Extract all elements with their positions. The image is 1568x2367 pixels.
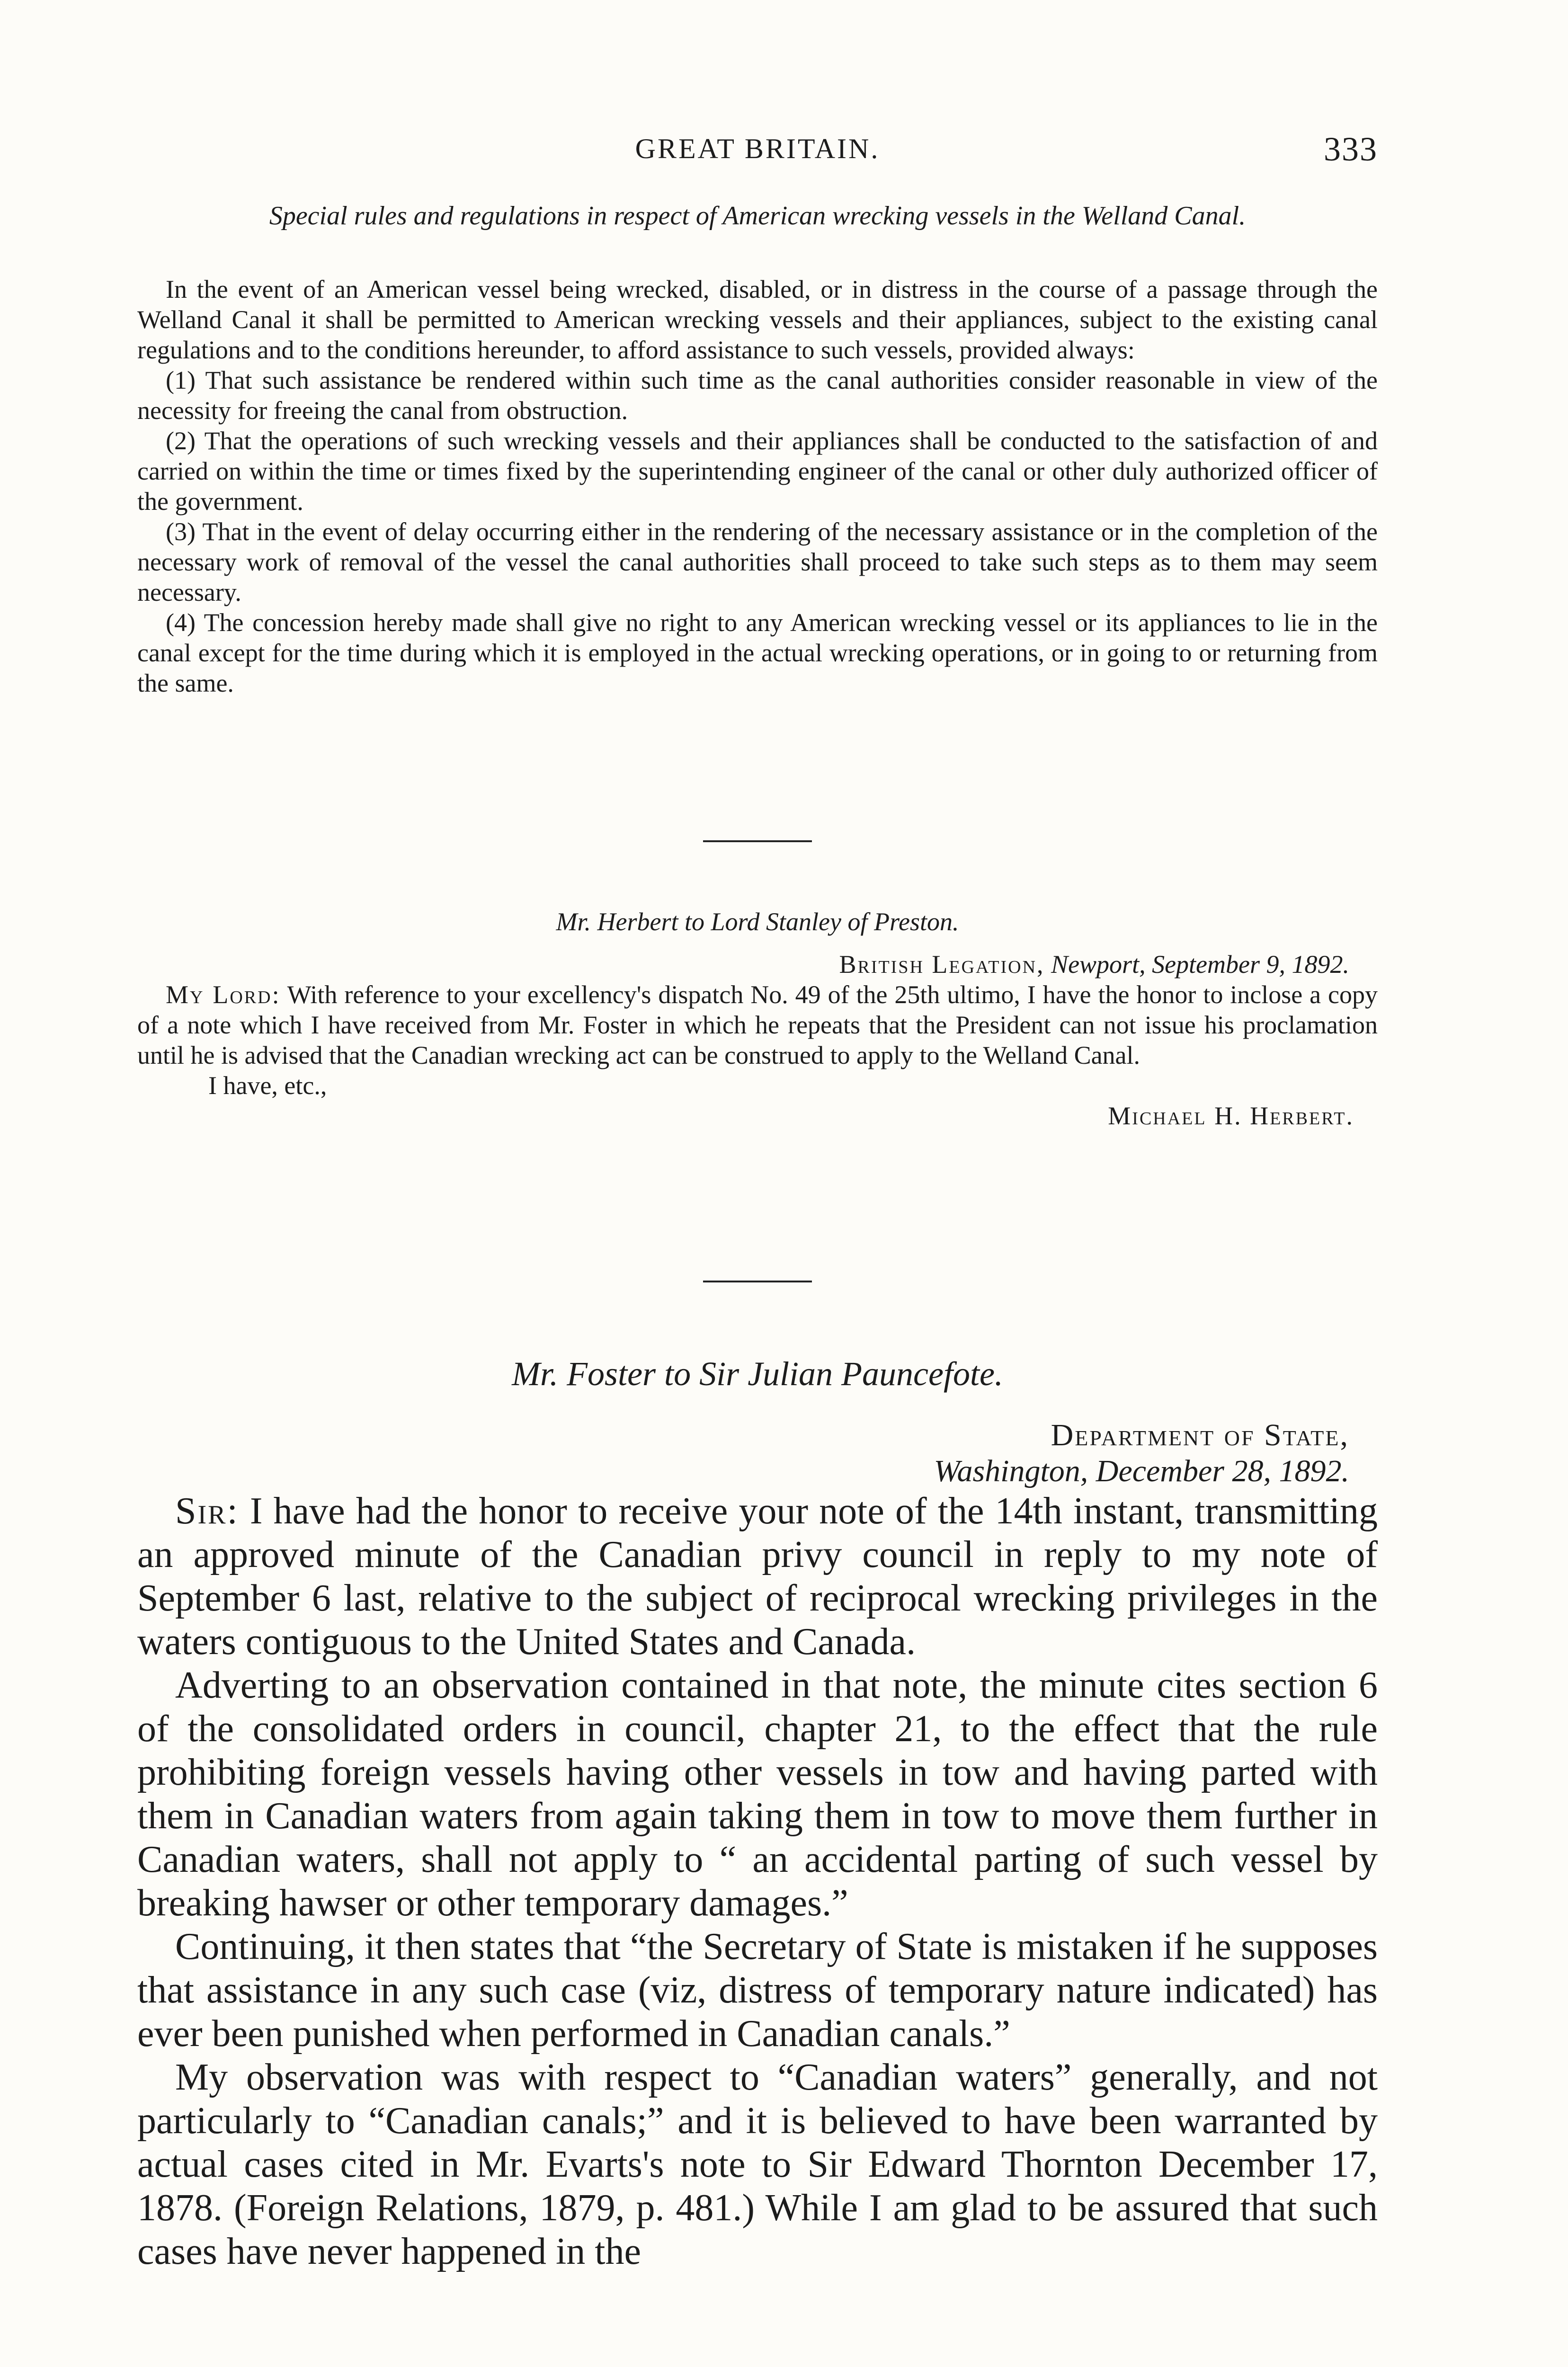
rule-item: (1) That such assistance be rendered within such time as the canal authorities consider reasonable in view of the necessity for freeing the canal from obstruction. — [137, 366, 1378, 425]
letter-paragraph — [137, 1489, 1378, 1664]
letter-herbert — [137, 907, 1378, 1131]
rules-intro: In the event of an American vessel being wrecked, disabled, or in distress in the course of a passage through the Welland Canal it shall be permitted to American wrecking vessels and their appliances, subject to the existing canal regulations and to the conditions hereunder, to afford assistance to such vessels, provided always: — [137, 275, 1378, 364]
rule-item: (4) The concession hereby made shall give no right to any American wrecking vessel or its appliances to lie in the canal except for the time during which it is employed in the actual wrecking operations, or in going to or returning from the same. — [137, 608, 1378, 697]
section-divider — [137, 840, 1378, 842]
letter-paragraph: Continuing, it then states that “the Secretary of State is mistaken if he supposes that assistance in any such case (viz, distress of temporary nature indicated) has ever been punished when performed in Canadian canals.” — [137, 1926, 1378, 2055]
signature: Michael H. Herbert. — [1108, 1102, 1354, 1130]
letter-body — [137, 979, 1378, 1070]
letter-body — [137, 1489, 1378, 2273]
section-rules — [137, 201, 1378, 698]
dateline-place: British Legation, — [839, 950, 1045, 979]
section-heading: Special rules and regulations in respect of American wrecking vessels in the Welland Canal. — [269, 201, 1246, 231]
letter-dateline — [137, 949, 1378, 979]
salutation: Sir: — [175, 1490, 239, 1532]
running-head — [137, 130, 1378, 175]
letter-foster — [137, 1354, 1378, 2273]
section-divider — [137, 1281, 1378, 1282]
rule-item: (2) That the operations of such wrecking vessels and their appliances shall be conducted to the satisfaction of and carried on within the time or times fixed by the superintending engineer of the canal or other duly authorized officer of the government. — [137, 427, 1378, 516]
dateline-date: Newport, September 9, 1892. — [1051, 950, 1349, 979]
letter-title: Mr. Herbert to Lord Stanley of Preston. — [556, 908, 959, 936]
salutation: My Lord: — [166, 980, 281, 1009]
letter-paragraph: Adverting to an observation contained in that note, the minute cites section 6 of the consolidated orders in council, chapter 21, to the effect that the rule prohibiting foreign vessels having other vessels in tow and having parted with them in Canadian waters from again taking them in tow to move them further in Canadian waters, shall not apply to “ an accidental parting of such vessel by breaking hawser or other temporary damages.” — [137, 1664, 1378, 1924]
letter-closing: I have, etc., — [208, 1071, 327, 1100]
running-title: GREAT BRITAIN. — [635, 133, 880, 164]
letter-title: Mr. Foster to Sir Julian Pauncefote. — [512, 1355, 1003, 1393]
rule-item: (3) That in the event of delay occurring either in the rendering of the necessary assistance or in the completion of the necessary work of removal of the vessel the canal authorities shall proceed to take such steps as to them may seem necessary. — [137, 517, 1378, 606]
document-page — [137, 0, 1378, 2367]
paragraph-text: I have had the honor to receive your note of the 14th instant, transmitting an approved minute of the Canadian privy council in reply to my note of September 6 last, relative to the subject of reciprocal wrecking privileges in the waters contiguous to the United States and Canada. — [137, 1490, 1378, 1663]
page-number: 333 — [1324, 130, 1378, 168]
letter-body-text: With reference to your excellency's dispatch No. 49 of the 25th ultimo, I have the honor to inclose a copy of a note which I have received from Mr. Foster in which he repeats that the President can not issue his proclamation until he is advised that the Canadian wrecking act can be construed to apply to the Welland Canal. — [137, 980, 1378, 1069]
dateline-date: Washington, December 28, 1892. — [934, 1454, 1349, 1488]
dateline-place: Department of State, — [1051, 1418, 1349, 1452]
letter-paragraph: My observation was with respect to “Canadian waters” generally, and not particularly to “Canadian canals;” and it is believed to have been warranted by actual cases cited in Mr. Evarts's note to Sir Edward Thornton December 17, 1878. (Foreign Relations, 1879, p. 481.) While I am glad to be assured that such cases have never happened in the — [137, 2056, 1378, 2272]
rules-body — [137, 274, 1378, 698]
